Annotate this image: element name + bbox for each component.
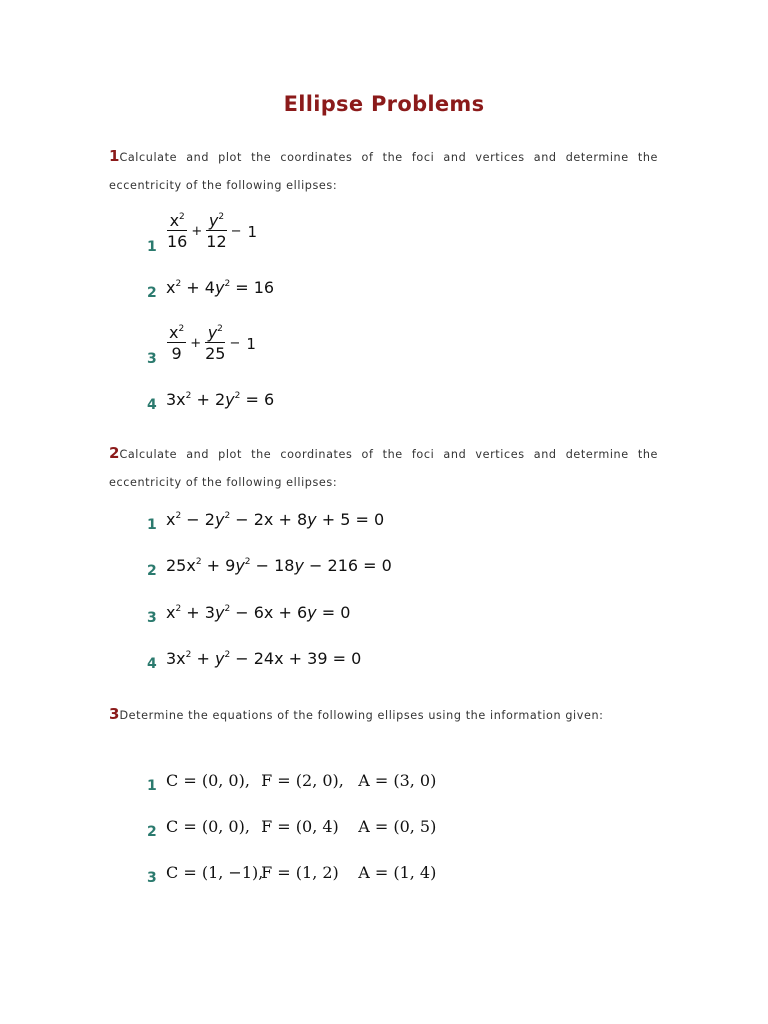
equation: $\frac{x^2}{9}$ + $\frac{y^2}{25}$ − 1	[169, 323, 256, 363]
equation: $x^2 + 3y^2 - 6x + 6y = 0$	[166, 603, 351, 622]
section-3-instructions	[109, 700, 658, 730]
item-number: 1	[147, 239, 157, 255]
item-number: 3	[147, 351, 157, 367]
equation: $3x^2 + y^2 - 24x + 39 = 0$	[166, 649, 362, 668]
section-3-number: 3	[109, 705, 120, 723]
given-information	[166, 817, 436, 836]
vertex-value: A = (3, 0)	[358, 771, 437, 790]
item-number: 3	[147, 870, 157, 886]
section-2-instructions	[109, 439, 658, 497]
equation: $3x^2 + 2y^2 = 6$	[166, 390, 275, 409]
focus-value: F = (2, 0),	[261, 771, 344, 790]
given-information	[166, 771, 436, 790]
center-value: C = (0, 0),	[166, 771, 250, 790]
section-1-text: Calculate and plot the coordinates of the foci and vertices and determine the eccentricity of the following ellipses:	[109, 151, 658, 192]
item-number: 2	[147, 563, 157, 579]
item-number: 1	[147, 778, 157, 794]
equation: $\frac{x^2}{16}$ + $\frac{y^2}{12}$ − 1	[167, 211, 258, 251]
item-number: 4	[147, 656, 157, 672]
section-2-text: Calculate and plot the coordinates of the foci and vertices and determine the eccentricity of the following ellipses:	[109, 448, 658, 489]
center-value: C = (0, 0),	[166, 817, 250, 836]
vertex-value: A = (1, 4)	[358, 863, 437, 882]
equation: $25x^2 + 9y^2 - 18y - 216 = 0$	[166, 556, 392, 575]
item-number: 4	[147, 397, 157, 413]
focus-value: F = (0, 4)	[261, 817, 339, 836]
section-2-number: 2	[109, 444, 120, 462]
given-information	[166, 863, 436, 882]
equation: $x^2 + 4y^2 = 16$	[166, 278, 275, 297]
section-1-number: 1	[109, 147, 120, 165]
section-1-instructions	[109, 142, 658, 200]
focus-value: F = (1, 2)	[261, 863, 339, 882]
section-3-text: Determine the equations of the following ellipses using the information given:	[119, 709, 604, 722]
item-number: 3	[147, 610, 157, 626]
item-number: 2	[147, 824, 157, 840]
item-number: 2	[147, 285, 157, 301]
page-title: Ellipse Problems	[283, 92, 485, 116]
item-number: 1	[147, 517, 157, 533]
equation: $x^2 - 2y^2 - 2x + 8y + 5 = 0$	[166, 510, 385, 529]
center-value: C = (1, −1),	[166, 863, 264, 882]
vertex-value: A = (0, 5)	[358, 817, 437, 836]
